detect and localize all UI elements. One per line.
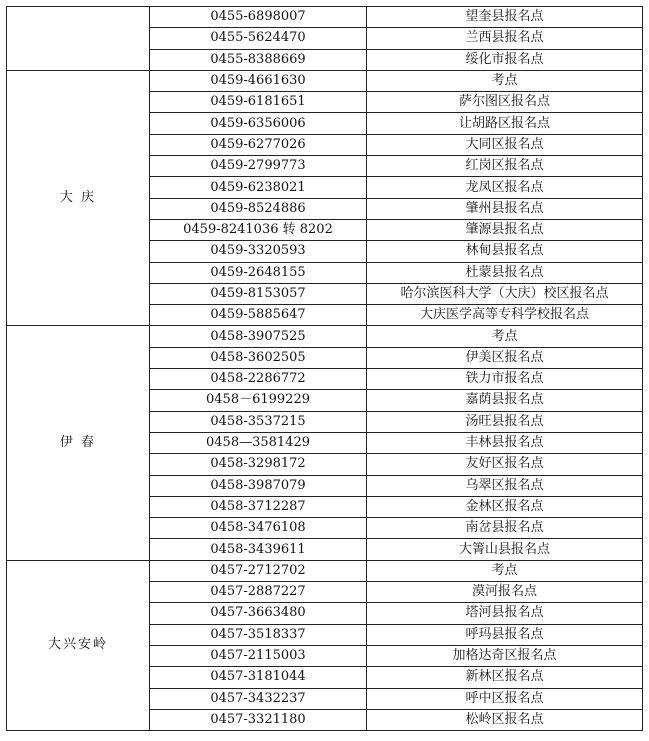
phone-cell xyxy=(150,560,367,581)
phone-number: 0459-8524886 xyxy=(210,200,306,216)
phone-number: 0455-5624470 xyxy=(210,30,306,46)
site-cell xyxy=(367,7,643,28)
phone-number: 0459-6277026 xyxy=(210,136,306,152)
phone-cell xyxy=(150,70,367,91)
site-cell xyxy=(367,475,643,496)
registration-site-name: 伊美区报名点 xyxy=(465,349,544,365)
site-cell xyxy=(367,262,643,283)
phone-cell xyxy=(150,624,367,645)
phone-cell xyxy=(150,347,367,368)
phone-number: 0459-3320593 xyxy=(210,243,306,259)
phone-cell xyxy=(150,113,367,134)
site-cell xyxy=(367,326,643,347)
site-cell xyxy=(367,92,643,113)
phone-number: 0455-6898007 xyxy=(210,9,306,25)
phone-cell xyxy=(150,283,367,304)
registration-site-name: 新林区报名点 xyxy=(465,669,544,685)
phone-number: 0459-6356006 xyxy=(210,115,306,131)
site-cell xyxy=(367,177,643,198)
phone-cell xyxy=(150,241,367,262)
region-cell xyxy=(7,70,150,326)
phone-number: 0458－6199229 xyxy=(206,392,310,408)
phone-cell xyxy=(150,539,367,560)
phone-number: 0458-3987079 xyxy=(210,477,306,493)
phone-cell xyxy=(150,432,367,453)
registration-site-name: 红岗区报名点 xyxy=(465,158,544,174)
phone-number: 0457-3432237 xyxy=(210,690,306,706)
site-cell xyxy=(367,645,643,666)
site-cell xyxy=(367,624,643,645)
registration-site-name: 大庆医学高等专科学校报名点 xyxy=(419,307,589,323)
phone-number: 0457-2712702 xyxy=(210,562,306,578)
table-row xyxy=(7,560,643,581)
site-cell xyxy=(367,560,643,581)
site-cell xyxy=(367,539,643,560)
phone-cell xyxy=(150,645,367,666)
phone-number: 0458-3298172 xyxy=(210,456,306,472)
phone-number: 0458-3907525 xyxy=(210,328,306,344)
registration-site-name: 肇州县报名点 xyxy=(465,200,544,216)
phone-number: 0459-8153057 xyxy=(210,286,306,301)
phone-cell xyxy=(150,475,367,496)
site-cell xyxy=(367,582,643,603)
phone-cell xyxy=(150,369,367,390)
phone-number: 0455-8388669 xyxy=(210,51,306,67)
registration-site-name: 汤旺县报名点 xyxy=(465,413,544,429)
registration-site-name: 塔河县报名点 xyxy=(465,605,544,621)
region-label: 伊 春 xyxy=(59,435,97,451)
registration-site-name: 大箐山县报名点 xyxy=(458,541,550,557)
region-cell xyxy=(7,326,150,560)
phone-number: 0457-3181044 xyxy=(210,669,306,685)
table-body xyxy=(7,7,643,731)
site-cell xyxy=(367,390,643,411)
site-cell xyxy=(367,134,643,155)
table-row xyxy=(7,7,643,28)
phone-cell xyxy=(150,454,367,475)
phone-number: 0459-4661630 xyxy=(210,73,306,89)
phone-number: 0458-3476108 xyxy=(210,520,306,536)
site-cell xyxy=(367,454,643,475)
registration-site-name: 漠河报名点 xyxy=(471,584,537,600)
table-row xyxy=(7,70,643,91)
phone-cell xyxy=(150,28,367,49)
phone-cell xyxy=(150,305,367,326)
phone-cell xyxy=(150,496,367,517)
site-cell xyxy=(367,241,643,262)
region-label: 大 庆 xyxy=(59,190,97,206)
site-cell xyxy=(367,411,643,432)
phone-cell xyxy=(150,198,367,219)
phone-number: 0457-2887227 xyxy=(210,584,306,600)
registration-site-name: 呼玛县报名点 xyxy=(465,626,544,642)
phone-cell xyxy=(150,390,367,411)
site-cell xyxy=(367,667,643,688)
registration-site-name: 友好区报名点 xyxy=(465,456,544,472)
site-cell xyxy=(367,283,643,304)
site-cell xyxy=(367,432,643,453)
region-cell xyxy=(7,560,150,730)
phone-number: 0458-2286772 xyxy=(210,371,306,387)
table-row xyxy=(7,326,643,347)
phone-number: 0458-3602505 xyxy=(210,349,306,365)
phone-cell xyxy=(150,262,367,283)
registration-site-name: 林甸县报名点 xyxy=(465,243,544,259)
registration-site-name: 南岔县报名点 xyxy=(465,520,544,536)
phone-number: 0458-3537215 xyxy=(210,413,306,429)
site-cell xyxy=(367,369,643,390)
registration-site-name: 绥化市报名点 xyxy=(465,51,544,67)
region-cell xyxy=(7,7,150,71)
phone-cell xyxy=(150,49,367,70)
site-cell xyxy=(367,305,643,326)
phone-number: 0457-3518337 xyxy=(210,626,306,642)
phone-number: 0459-8241036 转 8202 xyxy=(183,222,333,238)
phone-cell xyxy=(150,603,367,624)
registration-contacts-table xyxy=(6,6,643,731)
site-cell xyxy=(367,70,643,91)
registration-site-name: 哈尔滨医科大学（大庆）校区报名点 xyxy=(400,286,609,301)
phone-number: 0459-6181651 xyxy=(210,94,306,110)
phone-cell xyxy=(150,7,367,28)
phone-cell xyxy=(150,92,367,113)
phone-cell xyxy=(150,411,367,432)
site-cell xyxy=(367,156,643,177)
registration-site-name: 加格达奇区报名点 xyxy=(452,648,557,664)
registration-site-name: 呼中区报名点 xyxy=(465,690,544,706)
phone-cell xyxy=(150,177,367,198)
registration-site-name: 考点 xyxy=(491,328,518,344)
site-cell xyxy=(367,347,643,368)
region-label: 大兴安岭 xyxy=(47,637,108,653)
phone-cell xyxy=(150,326,367,347)
phone-number: 0457-2115003 xyxy=(210,648,306,664)
registration-site-name: 肇源县报名点 xyxy=(465,222,544,238)
site-cell xyxy=(367,28,643,49)
phone-cell xyxy=(150,582,367,603)
site-cell xyxy=(367,219,643,240)
phone-cell xyxy=(150,709,367,730)
site-cell xyxy=(367,198,643,219)
phone-cell xyxy=(150,219,367,240)
phone-number: 0457-3321180 xyxy=(210,711,306,727)
phone-number: 0459-2799773 xyxy=(210,158,306,174)
registration-site-name: 考点 xyxy=(491,562,518,578)
phone-cell xyxy=(150,667,367,688)
site-cell xyxy=(367,688,643,709)
phone-number: 0458-3439611 xyxy=(210,541,306,557)
site-cell xyxy=(367,709,643,730)
phone-cell xyxy=(150,518,367,539)
registration-site-name: 杜蒙县报名点 xyxy=(465,264,544,280)
site-cell xyxy=(367,496,643,517)
registration-site-name: 望奎县报名点 xyxy=(465,9,544,25)
registration-site-name: 萨尔图区报名点 xyxy=(458,94,550,110)
phone-cell xyxy=(150,688,367,709)
phone-number: 0458-3712287 xyxy=(210,498,306,514)
phone-number: 0459-6238021 xyxy=(210,179,306,195)
site-cell xyxy=(367,603,643,624)
registration-site-name: 龙凤区报名点 xyxy=(465,179,544,195)
registration-site-name: 兰西县报名点 xyxy=(465,30,544,46)
phone-number: 0457-3663480 xyxy=(210,605,306,621)
site-cell xyxy=(367,113,643,134)
registration-site-name: 乌翠区报名点 xyxy=(465,477,544,493)
phone-number: 0459-5885647 xyxy=(210,307,306,323)
registration-site-name: 铁力市报名点 xyxy=(465,371,544,387)
phone-cell xyxy=(150,134,367,155)
site-cell xyxy=(367,518,643,539)
registration-site-name: 考点 xyxy=(491,73,518,89)
registration-site-name: 丰林县报名点 xyxy=(465,435,544,451)
phone-number: 0459-2648155 xyxy=(210,264,306,280)
site-cell xyxy=(367,49,643,70)
phone-number: 0458—3581429 xyxy=(206,435,310,451)
registration-site-name: 让胡路区报名点 xyxy=(458,115,550,131)
registration-site-name: 松岭区报名点 xyxy=(465,711,544,727)
registration-site-name: 大同区报名点 xyxy=(465,136,544,152)
phone-cell xyxy=(150,156,367,177)
registration-site-name: 嘉荫县报名点 xyxy=(465,392,544,408)
registration-site-name: 金林区报名点 xyxy=(465,498,544,514)
